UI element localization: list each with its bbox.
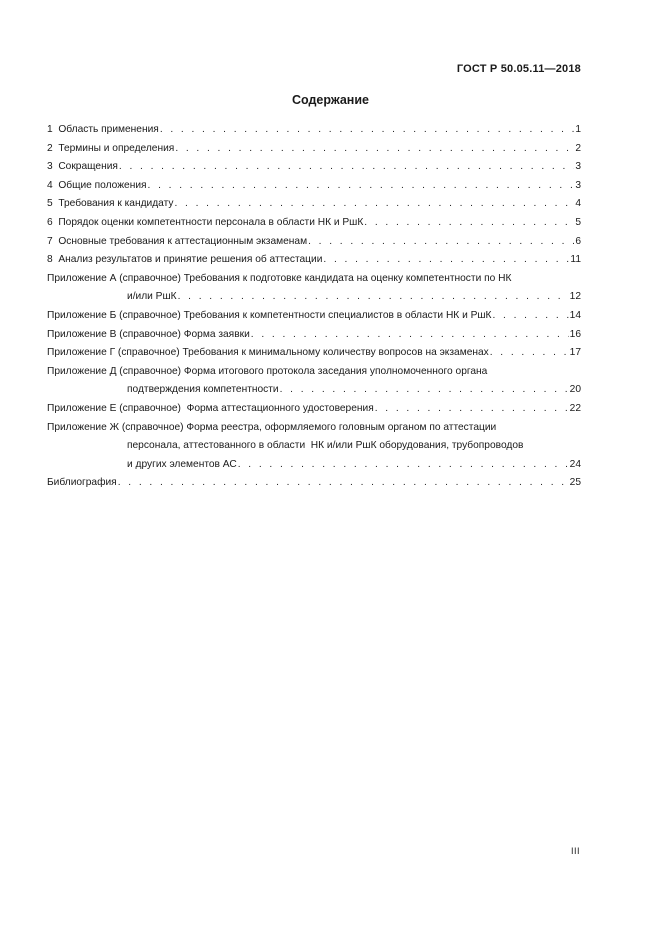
dot-leader	[148, 177, 575, 196]
toc-entry-page: 3	[575, 179, 581, 191]
dot-leader	[238, 456, 569, 475]
toc-entry-page: 12	[569, 291, 581, 303]
toc-entry-text: 5 Требования к кандидату	[47, 198, 174, 210]
toc-entry-page: 5	[575, 216, 581, 228]
table-of-contents	[47, 121, 581, 493]
dot-leader	[118, 474, 569, 493]
toc-entry-page: 3	[575, 161, 581, 173]
dot-leader	[175, 140, 574, 159]
toc-entry-text: Приложение Е (справочное) Форма аттестационного удостоверения	[47, 402, 374, 414]
toc-entry-page: 24	[569, 458, 581, 470]
dot-leader	[119, 158, 574, 177]
toc-entry-text: Приложение Г (справочное) Требования к минимальному количеству вопросов на экзаменах	[47, 347, 489, 359]
page-title: Содержание	[291, 93, 369, 107]
dot-leader	[280, 381, 569, 400]
toc-entry-page: 2	[575, 142, 581, 154]
toc-entry-text: 8 Анализ результатов и принятие решения об аттестации	[47, 254, 323, 266]
toc-entry-page: 20	[569, 384, 581, 396]
toc-entry[interactable]	[47, 177, 581, 196]
toc-entry-text-continued: и других элементов АС	[127, 458, 237, 470]
toc-entry-text-continued: персонала, аттестованного в области НК и/или РшК оборудования, трубопроводов	[127, 440, 524, 452]
toc-appendix-e[interactable]	[47, 400, 581, 419]
toc-bibliography[interactable]	[47, 474, 581, 493]
toc-entry-text: Приложение Д (справочное) Форма итогового протокола заседания уполномоченного органа	[47, 365, 488, 377]
toc-appendix-g[interactable]	[47, 344, 581, 363]
toc-entry-page: 22	[569, 402, 581, 414]
toc-appendix-zh[interactable]	[47, 419, 581, 475]
toc-entry-text: Приложение В (справочное) Форма заявки	[47, 328, 250, 340]
toc-entry[interactable]	[47, 214, 581, 233]
dot-leader	[490, 344, 569, 363]
dot-leader	[174, 195, 574, 214]
toc-entry-page: 25	[569, 477, 581, 489]
dot-leader	[364, 214, 574, 233]
toc-entry-page: 11	[570, 254, 581, 266]
toc-entry-page: 1	[575, 124, 581, 135]
toc-entry-text: 3 Сокращения	[47, 161, 118, 173]
page-number: III	[570, 846, 580, 856]
dot-leader	[308, 233, 574, 252]
toc-appendix-a[interactable]	[47, 270, 581, 307]
document-code: ГОСТ Р 50.05.11—2018	[456, 63, 581, 75]
toc-entry-text: Библиография	[47, 477, 117, 489]
toc-entry-text: Приложение Ж (справочное) Форма реестра, оформляемого головным органом по аттестации	[47, 421, 497, 433]
toc-entry-text: 1 Область применения	[47, 124, 159, 135]
toc-entry-text: Приложение А (справочное) Требования к подготовке кандидата на оценку компетентности по НК	[47, 272, 512, 284]
toc-appendix-d[interactable]	[47, 363, 581, 400]
toc-entry-text: 4 Общие положения	[47, 179, 147, 191]
dot-leader	[251, 326, 569, 345]
toc-entry-text-continued: и/или РшК	[127, 291, 177, 303]
dot-leader	[178, 288, 569, 307]
toc-entry[interactable]	[47, 140, 581, 159]
dot-leader	[323, 251, 569, 270]
toc-entry-text: 7 Основные требования к аттестационным экзаменам	[47, 235, 308, 247]
toc-entry-page: 17	[569, 347, 581, 359]
toc-appendix-b[interactable]	[47, 307, 581, 326]
toc-entry-page: 16	[569, 328, 581, 340]
toc-entry[interactable]	[47, 233, 581, 252]
dot-leader	[160, 121, 575, 140]
toc-entry-text-continued: подтверждения компетентности	[127, 384, 279, 396]
dot-leader	[375, 400, 569, 419]
toc-entry-text: 2 Термины и определения	[47, 142, 175, 154]
toc-entry-page: 14	[569, 309, 581, 321]
toc-entry[interactable]	[47, 195, 581, 214]
dot-leader	[493, 307, 569, 326]
toc-entry-text: Приложение Б (справочное) Требования к компетентности специалистов в области НК и РшК	[47, 309, 492, 321]
toc-appendix-v[interactable]	[47, 326, 581, 345]
toc-entry-page: 4	[575, 198, 581, 210]
toc-entry[interactable]	[47, 251, 581, 270]
toc-entry-text: 6 Порядок оценки компетентности персонала в области НК и РшК	[47, 216, 364, 228]
toc-entry-page: 6	[575, 235, 581, 247]
toc-entry[interactable]	[47, 158, 581, 177]
toc-entry[interactable]	[47, 121, 581, 140]
